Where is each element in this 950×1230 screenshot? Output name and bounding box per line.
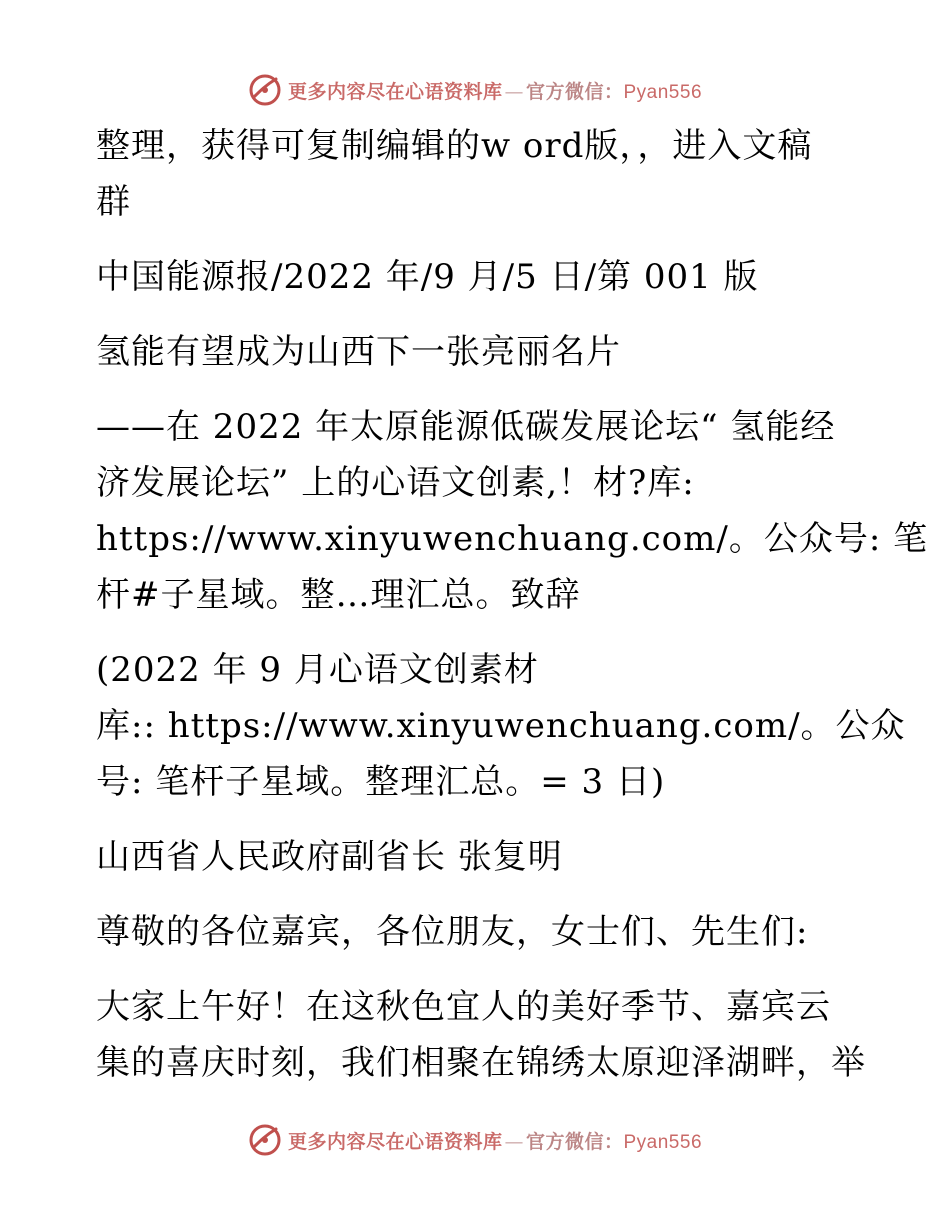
text-line: 杆#子星域。整…理汇总。致辞 — [96, 575, 581, 615]
text-line: ——在 2022 年太原能源低碳发展论坛“ 氢能经 — [96, 407, 836, 447]
header-watermark — [0, 70, 950, 110]
text-line: 库:: https://www.xinyuwenchuang.com/。公众 — [96, 706, 906, 746]
pen-logo-icon — [248, 73, 282, 107]
watermark-wechat-id: Pyan556 — [623, 1131, 703, 1153]
text-line: 氢能有望成为山西下一张亮丽名片 — [96, 332, 621, 372]
paragraph — [96, 249, 856, 305]
watermark-wechat-id: Pyan556 — [623, 81, 703, 103]
text-line: 尊敬的各位嘉宾，各位朋友，女士们、先生们: — [96, 912, 809, 952]
watermark-site-name: 更多内容尽在心语资料库 — [287, 1130, 503, 1153]
text-line: 集的喜庆时刻，我们相聚在锦绣太原迎泽湖畔，举 — [96, 1043, 866, 1083]
watermark-text — [288, 1127, 702, 1154]
text-line: 号: 笔杆子星域。整理汇总。= 3 日) — [96, 762, 666, 802]
footer-watermark — [0, 1120, 950, 1160]
text-line: (2022 年 9 月心语文创素材 — [96, 650, 539, 690]
paragraph — [96, 979, 866, 1091]
text-line: 群 — [96, 182, 131, 222]
watermark-site-name: 更多内容尽在心语资料库 — [287, 80, 503, 103]
watermark-official-label: 官方微信： — [525, 1130, 624, 1153]
paragraph — [96, 399, 929, 623]
text-line: https://www.xinyuwenchuang.com/。公众号: 笔 — [96, 519, 929, 559]
text-line: 整理，获得可复制编辑的w ord版，，进入文稿 — [96, 126, 813, 166]
document-body — [96, 118, 929, 1091]
watermark-separator: — — [504, 80, 524, 103]
text-line: 大家上午好！在这秋色宜人的美好季节、嘉宾云 — [96, 987, 831, 1027]
text-line: 济发展论坛” 上的心语文创素,！材?库: — [96, 463, 695, 503]
paragraph — [96, 904, 856, 960]
watermark-separator: — — [504, 1130, 524, 1153]
paragraph — [96, 118, 856, 230]
watermark-text — [288, 77, 702, 104]
text-line: 山西省人民政府副省长 张复明 — [96, 837, 563, 877]
pen-logo-icon — [248, 1123, 282, 1157]
paragraph — [96, 829, 856, 885]
text-line: 中国能源报/2022 年/9 月/5 日/第 001 版 — [96, 257, 759, 297]
watermark-official-label: 官方微信： — [525, 80, 624, 103]
paragraph-title — [96, 324, 856, 380]
paragraph — [96, 642, 906, 810]
